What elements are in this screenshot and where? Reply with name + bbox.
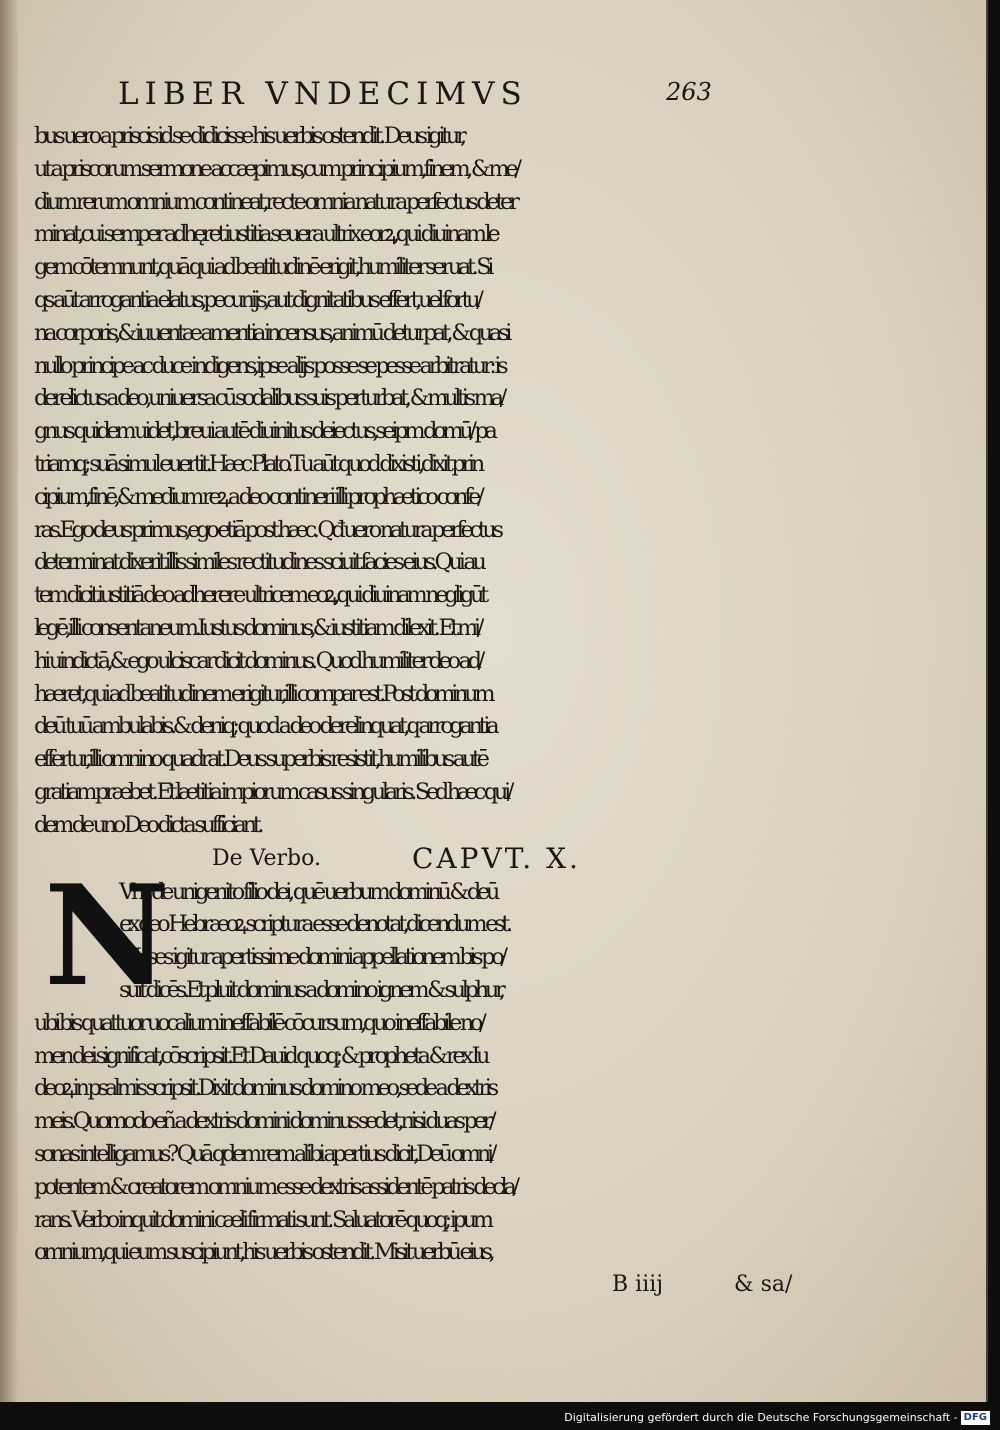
text-line: dem de uno Deo dicta sufficiant. [34,811,261,838]
text-line: determinat dixerit illis similes rectitudines sciuit facies eius.Qui au [34,549,483,576]
text-line: potentem & creatorem omnium esse dextris assidentē patris decla/ [34,1173,516,1200]
text-line: gratiam præbet. Et lætitia impiorum casus singularis. Sed hæc qui/ [34,778,511,805]
text-line: ras.Ego deus primus,ego etiā post hæc. Qđ uero natura perfectus [34,516,500,543]
text-line: nullo principe ac duce indigens,ipse alijs posse se pesse arbitratur: is [34,352,505,379]
text-line: legē,illi consentaneum.Iustus dominus,& iustitiam dilexit. Et mi/ [34,614,480,641]
text-line: derelictus a deo,uniuersa cū sodalibus suis perturbat, & multis ma/ [34,385,503,412]
text-line: qs aūt arrogantia elatus,pecunijs,aut dignitatibus effert,uel fortu/ [34,286,480,313]
text-line: deoꝝ in psalmis scripsit.Dixit dominus domino meo,sede a dextris [34,1075,495,1102]
text-line: minat,cui semper adhęret iustitia seuera ultrix eorꝝ,qui diuinam le [34,221,497,248]
text-line: na corporis,& iuuentæ amentia incensus,animū deturpat, & quasi [34,319,509,346]
dfg-logo: DFG [961,1411,990,1425]
text-line: bus uero a priscis id se didicisse his uerbis ostendit. Deus igitur, [34,123,463,149]
text-line: omnium,qui eum suscipiunt,his uerbis ostendit. Misit uerbū eius, [34,1239,492,1266]
chapter-title: CAPVT. X. [412,841,581,875]
text-line: Moses igitur apertissime domini appellationem bis po/ [119,944,504,971]
text-line: sonas intelligamus? Quā qdem rem alibi apertius dicit,Deū omni/ [34,1140,493,1167]
text-line: triamq; suā simul euertit.Hæc Plato.Tu aūt quod dixisti,dixit prin [34,450,481,477]
text-line: Vnc de unigenito filio dei, quē uerbum dominū & deū [119,878,496,905]
text-line: cipium,finē,& medium reꝝ a deo contineri illi prophætico confe/ [34,483,481,510]
text-line: effertur,illi omnino quadrat.Deus superbis resistit,humilibus autē [34,746,486,773]
text-line: rans. Verbo inquit domini cæli firmati sunt. Saluatorē quoq; ipum [34,1206,490,1233]
text-block-before [34,120,774,842]
chapter-subtitle: De Verbo. [212,845,321,871]
text-line: ubi bis quattuor uocalium ineffabilē cōcursum,quo ineffabile no/ [34,1009,483,1036]
decorated-initial: N [44,853,171,1017]
catchword: & sa/ [734,1272,793,1298]
text-line: deū tuū ambulabis.& deniq; quod a deo derelinquat,q arrogantia [34,713,496,740]
folio-number: 263 [666,78,712,106]
text-line: ut a priscorum sermone accæpimus,cum principium,finem, & me/ [34,155,518,182]
page-spine-shadow [0,0,18,1402]
page-body [34,120,793,1301]
text-line: hi uindictā,& ego ulciscar dicit dominus. Quod humiliter deo ad/ [34,647,481,674]
text-line: suit dicēs.Et pluit dominus a domino ignem & sulphur, [119,976,502,1003]
digitization-credit [564,1411,990,1425]
text-line: ex deo Hebræoꝝ scriptura esse denotat,dicendum est. [119,911,509,938]
text-line: gnus quidem uidet,breui autē diuinitus deiectus,seipm domū/ pa [34,418,494,445]
signature-mark: B iiij [612,1272,664,1298]
catchline [34,1269,793,1301]
text-line: men dei significat,cōscripsit.Et Dauid quoq; & propheta & rex Iu [34,1042,487,1069]
text-block-after [34,1007,774,1269]
credit-text: Digitalisierung gefördert durch die Deutsche Forschungsgemeinschaft - [564,1411,958,1424]
text-line: hæret,qui ad beatitudinem erigitur,illi compar est.Post dominum [34,680,492,707]
running-title: LIBER VNDECIMVS [118,76,528,112]
running-header [118,76,758,116]
text-line: tem dicit iustitiā deo adherere ultricem eoꝝ,qui diuinam negligūt [34,582,485,609]
text-line: dium rerum omnium contineat,recte omnia natura perfectus deter [34,188,516,215]
text-line: meis.Quomodo eñ a dextris domini dominus sedet,nisi duas per/ [34,1108,493,1135]
text-line: gem cōtemnunt,quā qui ad beatitudinē erigit,humiliter seruat. Si [34,254,491,281]
